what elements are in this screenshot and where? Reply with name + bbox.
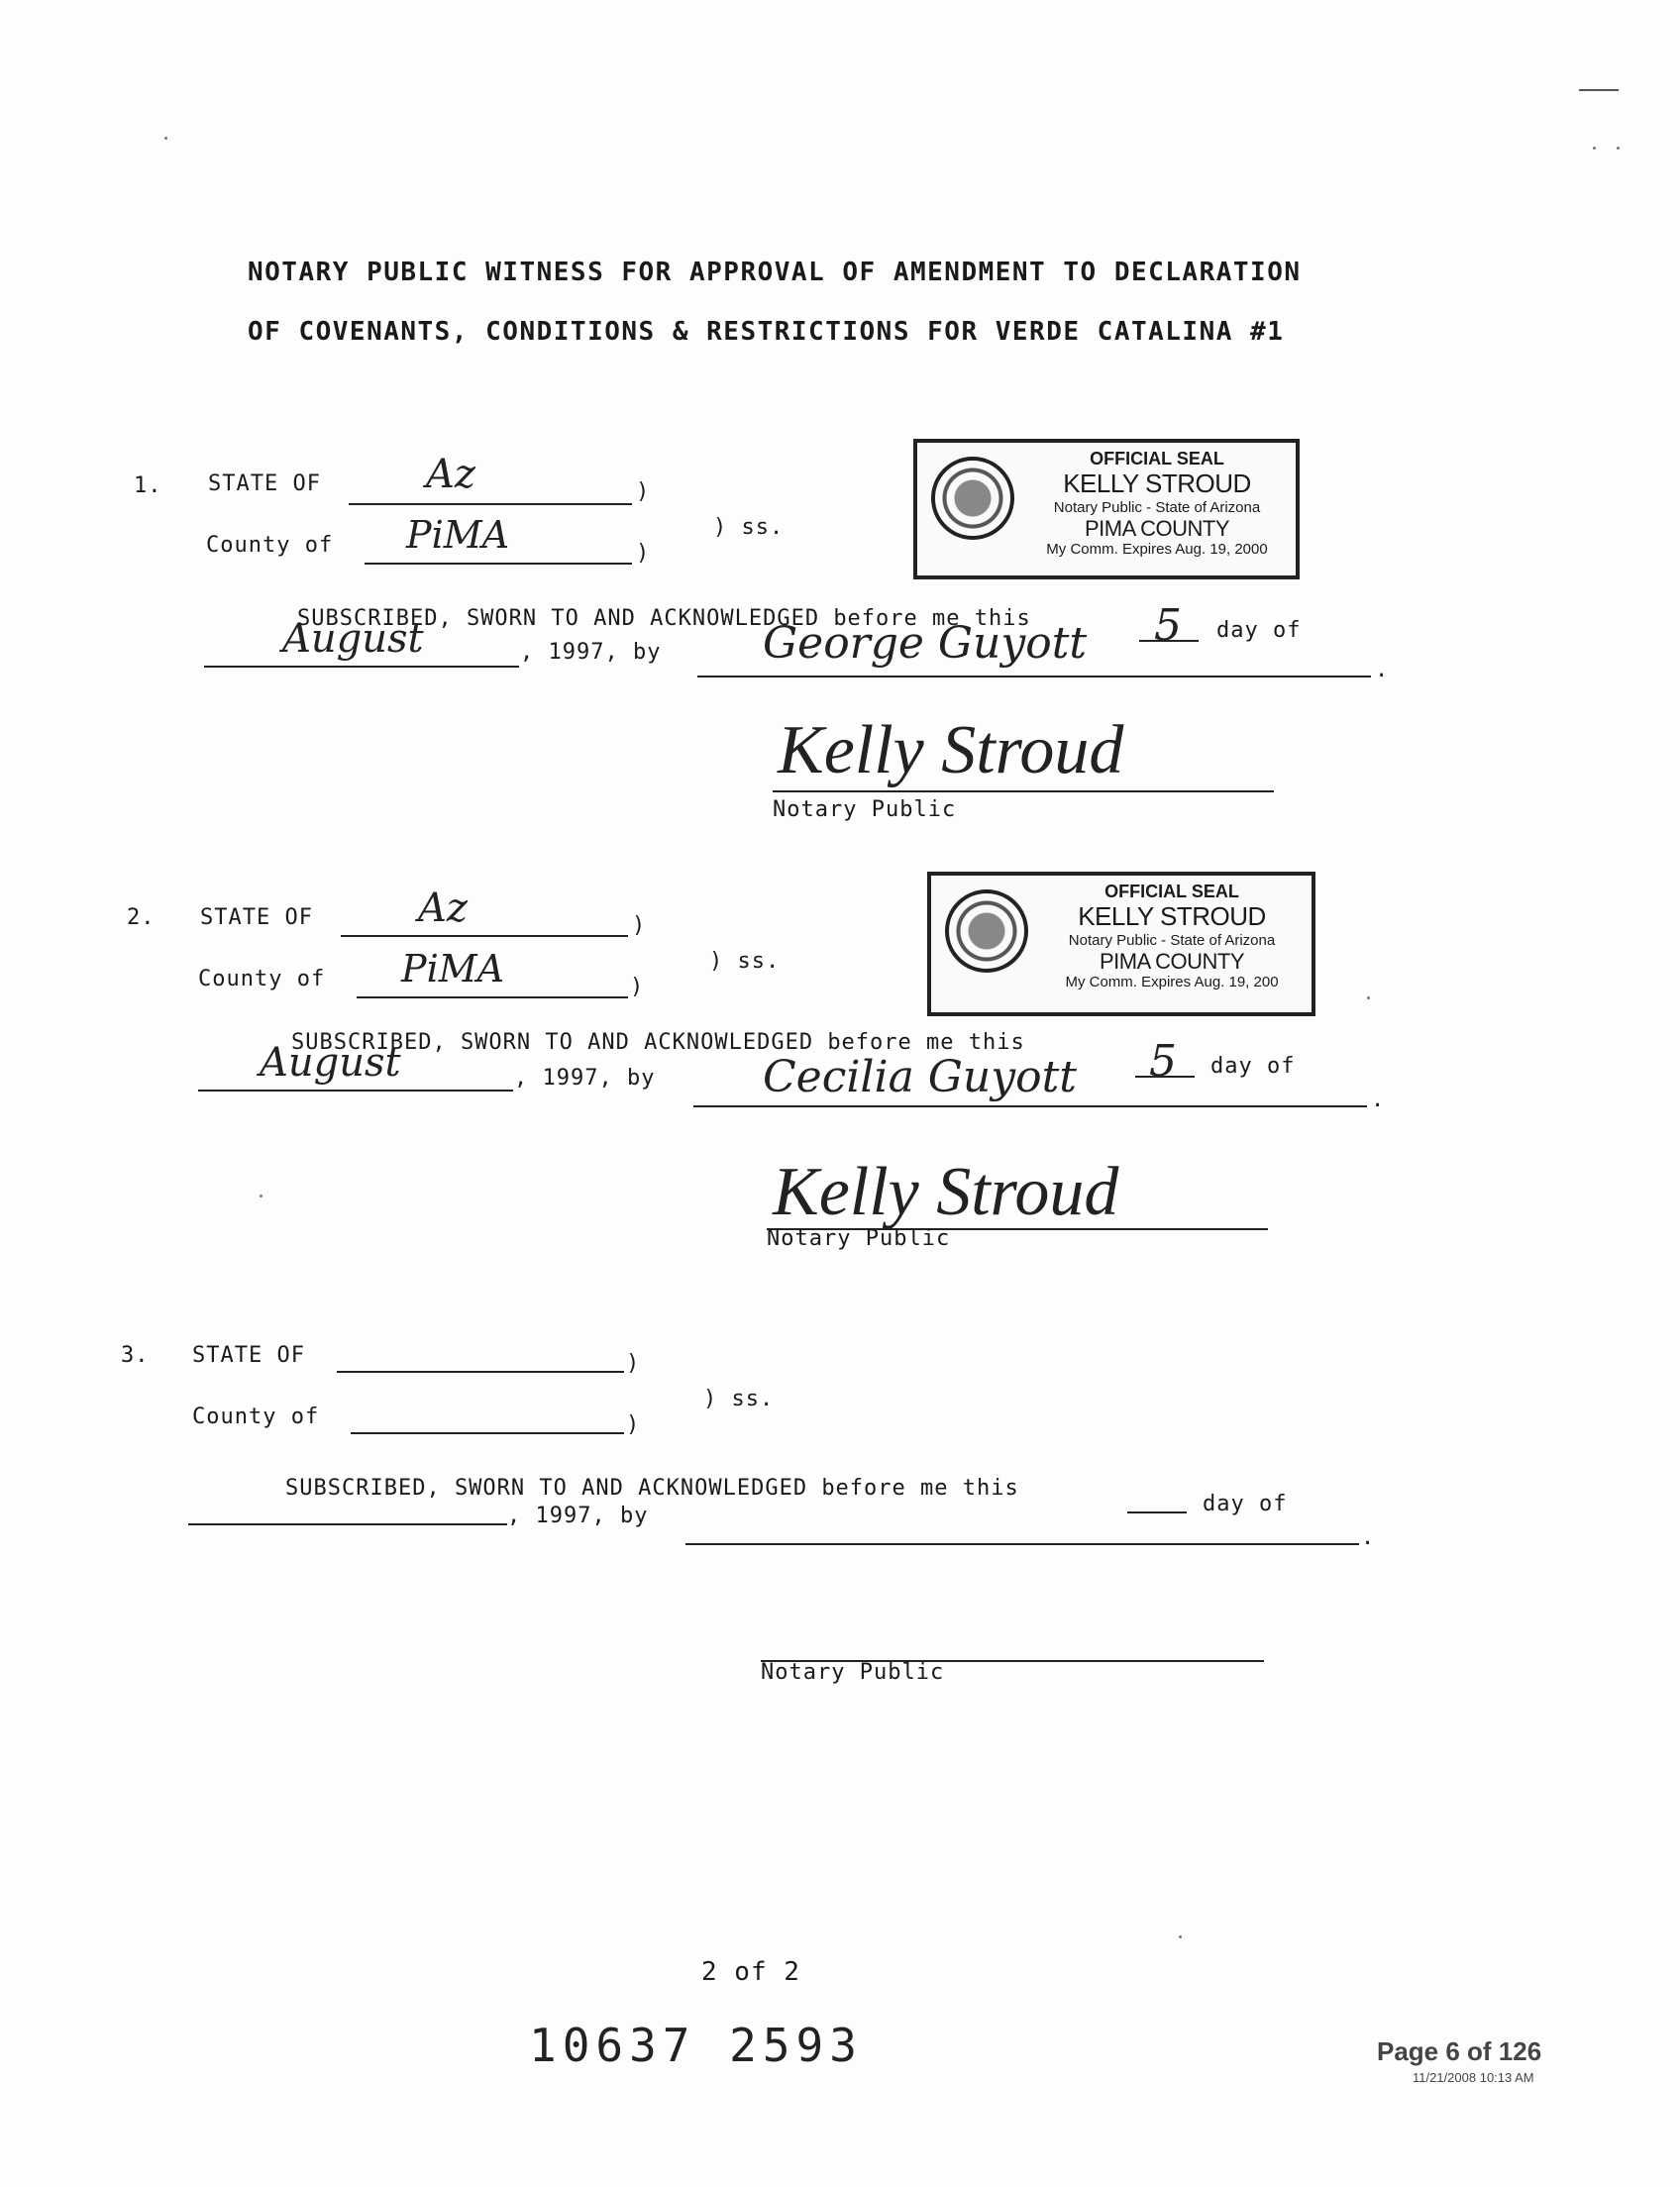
period: . — [1375, 658, 1390, 682]
official-seal — [927, 872, 1315, 1016]
scan-speck — [260, 1195, 262, 1198]
scan-speck — [1179, 1935, 1182, 1938]
paren: ) — [636, 479, 651, 504]
county-of-label: County of — [192, 1405, 320, 1429]
month-handwritten: August — [282, 616, 424, 662]
county-line — [351, 1432, 624, 1434]
paren: ) — [630, 975, 645, 999]
year-by-label: , 1997, by — [520, 640, 662, 665]
seal-county: PIMA COUNTY — [1099, 948, 1245, 974]
name-line — [685, 1543, 1359, 1545]
name-line — [693, 1105, 1367, 1107]
day-of-label: day of — [1210, 1054, 1296, 1079]
day-of-label: day of — [1216, 618, 1302, 643]
state-of-label: STATE OF — [200, 905, 313, 930]
page-label: Page 6 of 126 — [1377, 2036, 1542, 2066]
state-handwritten: Az — [418, 885, 468, 931]
day-of-label: day of — [1203, 1492, 1288, 1516]
seal-name: KELLY STROUD — [1063, 468, 1251, 498]
subscribed-text: SUBSCRIBED, SWORN TO AND ACKNOWLEDGED before me this — [291, 1030, 1025, 1055]
state-handwritten: Az — [426, 452, 475, 497]
paren: ) — [632, 913, 647, 938]
recording-number: 10637 2593 — [529, 2019, 863, 2072]
arizona-state-seal-icon — [931, 457, 1014, 540]
document-title-line-1: NOTARY PUBLIC WITNESS FOR APPROVAL OF AMENDMENT TO DECLARATION — [248, 258, 1302, 287]
state-line — [337, 1371, 624, 1373]
signature-line — [773, 790, 1274, 792]
print-timestamp: 11/21/2008 10:13 AM — [1413, 2070, 1534, 2085]
year-by-label: , 1997, by — [514, 1066, 656, 1091]
month-line — [188, 1523, 507, 1525]
period: . — [1361, 1525, 1376, 1550]
signer-name-handwritten: George Guyott — [763, 618, 1088, 669]
seal-expiration: My Comm. Expires Aug. 19, 2000 — [1046, 541, 1268, 559]
ss-label: ) ss. — [703, 1387, 775, 1411]
day-handwritten: 5 — [1149, 1036, 1177, 1087]
month-handwritten: August — [260, 1040, 401, 1086]
scan-speck — [1617, 147, 1620, 150]
county-line — [365, 563, 632, 565]
state-line — [341, 935, 628, 937]
notary-signature: Kelly Stroud — [773, 1154, 1119, 1230]
page-count: 2 of 2 — [701, 1957, 800, 1987]
county-handwritten: PiMA — [401, 947, 505, 990]
seal-title: OFFICIAL SEAL — [1104, 882, 1239, 901]
ss-label: ) ss. — [709, 949, 781, 974]
seal-state: Notary Public - State of Arizona — [1068, 931, 1276, 949]
year-by-label: , 1997, by — [507, 1504, 649, 1528]
official-seal — [913, 439, 1300, 579]
document-title-line-2: OF COVENANTS, CONDITIONS & RESTRICTIONS FOR VERDE CATALINA #1 — [248, 317, 1285, 347]
county-line — [357, 996, 628, 998]
state-of-label: STATE OF — [192, 1343, 305, 1368]
county-of-label: County of — [198, 967, 326, 991]
name-line — [697, 676, 1371, 677]
subscribed-text: SUBSCRIBED, SWORN TO AND ACKNOWLEDGED before me this — [285, 1476, 1019, 1501]
arizona-state-seal-icon — [945, 889, 1028, 973]
notary-public-label: Notary Public — [761, 1660, 945, 1685]
subscribed-text: SUBSCRIBED, SWORN TO AND ACKNOWLEDGED before me this — [297, 606, 1031, 631]
paren: ) — [636, 541, 651, 566]
seal-expiration: My Comm. Expires Aug. 19, 200 — [1065, 974, 1279, 991]
county-handwritten: PiMA — [406, 513, 510, 557]
paren: ) — [626, 1412, 641, 1437]
section-number: 2. — [127, 905, 156, 930]
scan-speck — [1593, 147, 1596, 150]
seal-state: Notary Public - State of Arizona — [1053, 498, 1261, 516]
day-line — [1127, 1511, 1187, 1513]
notary-public-label: Notary Public — [773, 797, 957, 822]
period: . — [1371, 1088, 1386, 1112]
month-line — [198, 1090, 513, 1092]
scan-speck — [164, 137, 167, 140]
ss-label: ) ss. — [713, 515, 785, 540]
state-line — [349, 503, 632, 505]
signer-name-handwritten: Cecilia Guyott — [763, 1052, 1077, 1102]
scan-mark — [1579, 89, 1619, 91]
paren: ) — [626, 1351, 641, 1376]
seal-title: OFFICIAL SEAL — [1090, 449, 1224, 469]
scan-speck — [1367, 996, 1370, 999]
month-line — [204, 666, 519, 668]
state-of-label: STATE OF — [208, 471, 321, 496]
section-number: 3. — [121, 1343, 150, 1368]
section-number: 1. — [134, 473, 162, 498]
county-of-label: County of — [206, 533, 334, 558]
notary-signature: Kelly Stroud — [778, 712, 1124, 788]
notary-public-label: Notary Public — [767, 1226, 951, 1251]
seal-county: PIMA COUNTY — [1084, 515, 1230, 541]
day-handwritten: 5 — [1154, 600, 1182, 651]
seal-name: KELLY STROUD — [1078, 900, 1266, 931]
